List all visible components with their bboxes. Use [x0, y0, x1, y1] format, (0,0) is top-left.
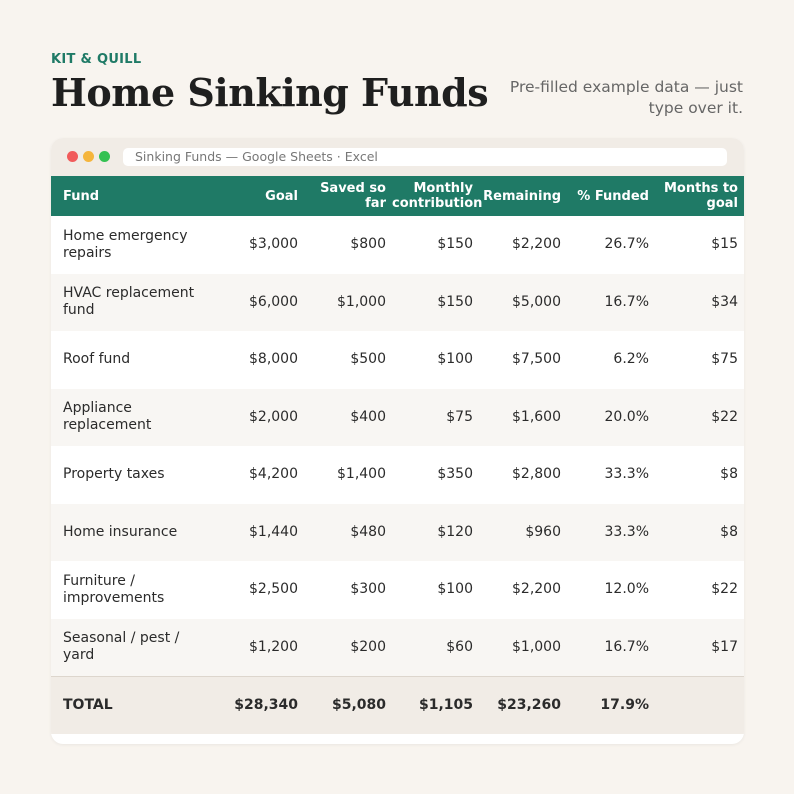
cell-monthly[interactable]: $150 [437, 236, 473, 253]
cell-saved[interactable]: $800 [350, 236, 386, 253]
column-header-funded[interactable]: % Funded [577, 188, 649, 204]
cell-fund[interactable]: Property taxes [63, 466, 165, 483]
total-saved[interactable]: $5,080 [331, 696, 386, 713]
cell-saved[interactable]: $480 [350, 523, 386, 540]
maximize-dot-icon[interactable] [99, 151, 110, 162]
cell-monthly[interactable]: $100 [437, 351, 473, 368]
cell-remaining[interactable]: $7,500 [512, 351, 561, 368]
cell-fund[interactable]: Roof fund [63, 351, 131, 368]
cell-goal[interactable]: $3,000 [249, 236, 298, 253]
cell-months[interactable]: $8 [720, 523, 738, 540]
total-funded[interactable]: 17.9% [600, 696, 649, 713]
cell-monthly[interactable]: $120 [437, 523, 473, 540]
cell-monthly[interactable]: $60 [446, 638, 473, 655]
table-row [51, 274, 744, 332]
brand-label: KIT & QUILL [51, 52, 142, 67]
cell-fund[interactable]: Furniture / improvements [63, 572, 165, 606]
cell-funded[interactable]: 6.2% [613, 351, 649, 368]
cell-saved[interactable]: $300 [350, 581, 386, 598]
cell-goal[interactable]: $1,200 [249, 638, 298, 655]
table-row [51, 446, 744, 504]
cell-fund[interactable]: HVAC replacement fund [63, 285, 195, 319]
total-monthly[interactable]: $1,105 [418, 696, 473, 713]
total-remaining[interactable]: $23,260 [497, 696, 561, 713]
table-row [51, 331, 744, 389]
cell-monthly[interactable]: $350 [437, 466, 473, 483]
cell-goal[interactable]: $6,000 [249, 293, 298, 310]
window-titlebar [51, 138, 744, 176]
total-goal[interactable]: $28,340 [234, 696, 298, 713]
cell-remaining[interactable]: $1,600 [512, 408, 561, 425]
cell-months[interactable]: $8 [720, 466, 738, 483]
cell-goal[interactable]: $1,440 [249, 523, 298, 540]
cell-monthly[interactable]: $150 [437, 293, 473, 310]
table-row [51, 389, 744, 447]
table-row [51, 216, 744, 274]
cell-funded[interactable]: 16.7% [604, 638, 649, 655]
cell-funded[interactable]: 16.7% [604, 293, 649, 310]
cell-saved[interactable]: $1,400 [337, 466, 386, 483]
cell-months[interactable]: $15 [711, 236, 738, 253]
cell-monthly[interactable]: $100 [437, 581, 473, 598]
sinking-funds-table [51, 176, 744, 734]
cell-months[interactable]: $34 [711, 293, 738, 310]
cell-monthly[interactable]: $75 [446, 408, 473, 425]
close-dot-icon[interactable] [67, 151, 78, 162]
cell-funded[interactable]: 33.3% [604, 466, 649, 483]
cell-saved[interactable]: $200 [350, 638, 386, 655]
column-header-monthly[interactable]: Monthly contribution [392, 181, 483, 211]
cell-fund[interactable]: Seasonal / pest / yard [63, 630, 180, 663]
column-header-goal[interactable]: Goal [265, 188, 298, 204]
cell-remaining[interactable]: $2,200 [512, 236, 561, 253]
cell-goal[interactable]: $2,500 [249, 581, 298, 598]
cell-remaining[interactable]: $2,200 [512, 581, 561, 598]
table-row [51, 561, 744, 619]
minimize-dot-icon[interactable] [83, 151, 94, 162]
page-subtitle: Pre-filled example data — just type over it. [509, 78, 743, 117]
address-bar[interactable]: Sinking Funds — Google Sheets · Excel [123, 148, 727, 166]
column-header-fund[interactable]: Fund [63, 188, 100, 204]
cell-saved[interactable]: $500 [350, 351, 386, 368]
spreadsheet-window [51, 138, 744, 744]
cell-remaining[interactable]: $1,000 [512, 638, 561, 655]
total-row [51, 676, 744, 734]
cell-goal[interactable]: $8,000 [249, 351, 298, 368]
cell-saved[interactable]: $400 [350, 408, 386, 425]
cell-fund[interactable]: Home insurance [63, 523, 178, 540]
cell-fund[interactable]: Home emergency repairs [63, 227, 188, 261]
cell-remaining[interactable]: $5,000 [512, 293, 561, 310]
cell-fund[interactable]: Appliance replacement [63, 400, 152, 434]
cell-months[interactable]: $22 [711, 581, 738, 598]
cell-funded[interactable]: 20.0% [604, 408, 649, 425]
total-label: TOTAL [63, 696, 113, 713]
cell-goal[interactable]: $2,000 [249, 408, 298, 425]
page-title: Home Sinking Funds [51, 70, 489, 115]
table-row [51, 619, 744, 677]
table-row [51, 504, 744, 562]
table-header-row [51, 176, 744, 216]
column-header-saved[interactable]: Saved so far [320, 181, 386, 211]
cell-months[interactable]: $17 [711, 638, 738, 655]
cell-funded[interactable]: 33.3% [604, 523, 649, 540]
cell-remaining[interactable]: $960 [525, 523, 561, 540]
column-header-remaining[interactable]: Remaining [483, 188, 561, 204]
cell-remaining[interactable]: $2,800 [512, 466, 561, 483]
cell-months[interactable]: $75 [711, 351, 738, 368]
cell-funded[interactable]: 12.0% [604, 581, 649, 598]
cell-goal[interactable]: $4,200 [249, 466, 298, 483]
cell-saved[interactable]: $1,000 [337, 293, 386, 310]
total-months[interactable] [655, 676, 744, 734]
column-header-months[interactable]: Months to goal [663, 181, 738, 211]
cell-months[interactable]: $22 [711, 408, 738, 425]
cell-funded[interactable]: 26.7% [604, 236, 649, 253]
